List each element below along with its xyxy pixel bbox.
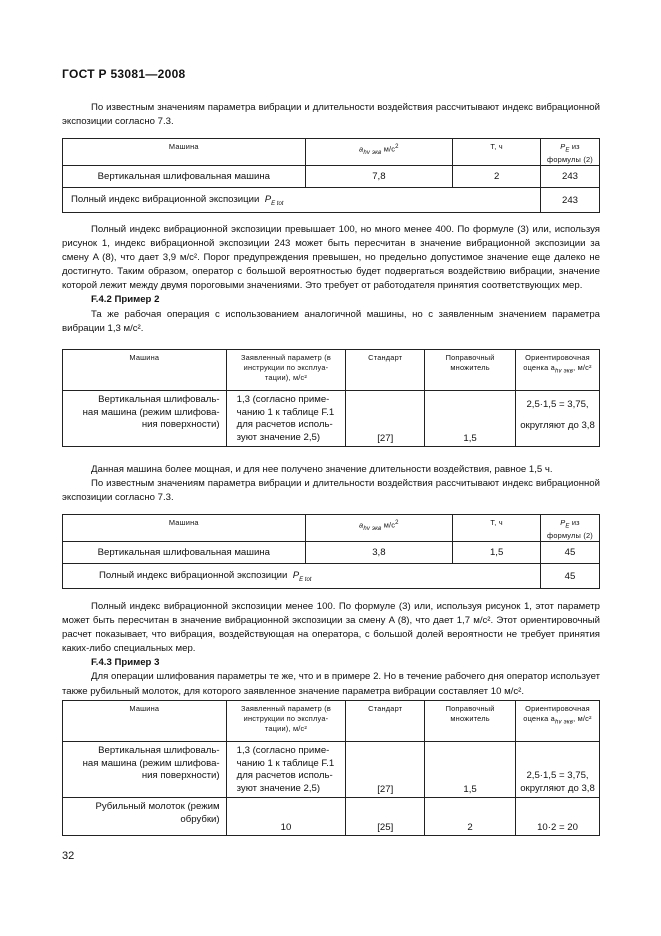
cell-standard: [27]: [346, 391, 425, 447]
header-machine: Машина: [63, 350, 227, 391]
header-acceleration: $a_{hv экв}$ $м/с^2$: [305, 515, 453, 542]
paragraph-text: Полный индекс вибрационной экспозиции превышает 100, но много менее 400. По формуле (3) или, используя рисунок 1, индекс вибрационной экспозиции 243 может быть пересчитан в значение вибрационной экспозиции за смену A (8), что дает 3,9 м/с². Порог предупреждения превышен, но предельно допустимое значение еще далеко не достигнуто. Таким образом, оператор с большой вероятностью будет подвергаться воздействию вибрации, значение которой лежит между двумя пороговыми значениями. Это требует от работодателя принятия соответствующих мер.: [62, 224, 600, 292]
paragraph-text: По известным значениям параметра вибрации и длительности воздействия рассчитывают индекс вибрационной экспозиции согласно 7.3.: [62, 102, 600, 128]
table-total-row: [63, 188, 600, 213]
cell-factor: 1,5: [425, 742, 516, 798]
table-row: [63, 742, 600, 798]
exposure-table-1: [62, 138, 600, 213]
cell-machine: Вертикальная шлифовальная машина: [63, 542, 306, 564]
table-header-row: [63, 515, 600, 542]
cell-estimate: 2,5·1,5 = 3,75, округляют до 3,8: [516, 742, 600, 798]
paragraph-text: Для операции шлифования параметры те же, что и в примере 2. Но в течение рабочего дня оператор использует также рубильный молоток, для которого заявленное значение параметра вибрации составляет 10 м/с².: [62, 671, 600, 697]
cell-exposure-index: 45: [541, 542, 600, 564]
paragraph-result-1: [62, 223, 600, 336]
header-estimate: Ориентировочная оценка $a_{hv экв}$, м/с²: [516, 350, 600, 391]
header-machine: Машина: [63, 515, 306, 542]
cell-total-label: Полный индекс вибрационной экспозиции $P_{E tot}$: [63, 188, 541, 213]
table-row: [63, 391, 600, 447]
table-header-row: [63, 350, 600, 391]
table-row: [63, 542, 600, 564]
header-estimate: Ориентировочная оценка $a_{hv экв}$, м/с²: [516, 701, 600, 742]
cell-declared: 1,3 (согласно приме- чанию 1 к таблице F.1 для расчетов исполь- зуют значение 2,5): [226, 742, 346, 798]
paragraph-example-2: [62, 463, 600, 505]
cell-total-value: 45: [541, 564, 600, 589]
cell-standard: [25]: [346, 798, 425, 836]
table-total-row: [63, 564, 600, 589]
cell-machine: Вертикальная шлифовальная машина: [63, 166, 306, 188]
cell-estimate: 10·2 = 20: [516, 798, 600, 836]
cell-total-value: 243: [541, 188, 600, 213]
cell-declared: 1,3 (согласно приме- чанию 1 к таблице F.1 для расчетов исполь- зуют значение 2,5): [226, 391, 346, 447]
table-row: [63, 166, 600, 188]
header-acceleration: $a_{hv экв}$ $м/с^2$: [305, 139, 453, 166]
cell-estimate: 2,5·1,5 = 3,75, округляют до 3,8: [516, 391, 600, 447]
header-declared: Заявленный параметр (в инструкции по эксплуа- тации), м/с²: [226, 350, 346, 391]
paragraph-result-2: [62, 600, 600, 699]
exposure-table-2: [62, 514, 600, 589]
declared-value-table-2: [62, 700, 600, 836]
header-factor: Поправочный множитель: [425, 350, 516, 391]
declared-value-table-1: [62, 349, 600, 447]
header-machine: Машина: [63, 139, 306, 166]
cell-duration: 1,5: [453, 542, 541, 564]
header-duration: T, ч: [453, 139, 541, 166]
header-declared: Заявленный параметр (в инструкции по эксплуа- тации), м/с²: [226, 701, 346, 742]
paragraph-text: Та же рабочая операция с использованием аналогичной машины, но с заявленным значением параметра вибрации 1,3 м/с².: [62, 308, 600, 334]
cell-standard: [27]: [346, 742, 425, 798]
page-number: 32: [62, 850, 75, 862]
paragraph-text: Полный индекс вибрационной экспозиции менее 100. По формуле (3) или, используя рисунок 1, этот параметр может быть пересчитан в значение вибрационной экспозиции за смену A (8), что дает 1,7 м/с². Этот ориентировочный расчет показывает, что вибрация, воздействующая на оператора, с большой долей вероятности не требует принятия каких-либо специальных мер.: [62, 601, 600, 655]
cell-total-label: Полный индекс вибрационной экспозиции $P_{E tot}$: [63, 564, 541, 589]
header-exposure-index: $P_E$ из формулы (2): [541, 139, 600, 166]
cell-declared: 10: [226, 798, 346, 836]
header-machine: Машина: [63, 701, 227, 742]
header-standard: Стандарт: [346, 350, 425, 391]
table-row: [63, 798, 600, 836]
paragraph-text: Данная машина более мощная, и для нее получено значение длительности воздействия, равное 1,5 ч.: [91, 464, 553, 475]
section-heading-example-2: F.4.2 Пример 2: [91, 294, 160, 306]
paragraph-text: По известным значениям параметра вибрации и длительности воздействия рассчитывают индекс вибрационной экспозиции согласно 7.3.: [62, 478, 600, 504]
header-duration: T, ч: [453, 515, 541, 542]
cell-duration: 2: [453, 166, 541, 188]
header-standard: Стандарт: [346, 701, 425, 742]
paragraph-intro: [62, 101, 600, 129]
header-factor: Поправочный множитель: [425, 701, 516, 742]
cell-exposure-index: 243: [541, 166, 600, 188]
document-header: ГОСТ Р 53081—2008: [62, 67, 186, 81]
cell-factor: 2: [425, 798, 516, 836]
table-header-row: [63, 139, 600, 166]
section-heading-example-3: F.4.3 Пример 3: [91, 657, 160, 669]
cell-acceleration: 7,8: [305, 166, 453, 188]
cell-machine: Рубильный молоток (режим обрубки): [63, 798, 227, 836]
cell-machine: Вертикальная шлифоваль- ная машина (режим шлифова- ния поверхности): [63, 742, 227, 798]
header-exposure-index: $P_E$ из формулы (2): [541, 515, 600, 542]
table-header-row: [63, 701, 600, 742]
cell-factor: 1,5: [425, 391, 516, 447]
cell-acceleration: 3,8: [305, 542, 453, 564]
cell-machine: Вертикальная шлифоваль- ная машина (режим шлифова- ния поверхности): [63, 391, 227, 447]
